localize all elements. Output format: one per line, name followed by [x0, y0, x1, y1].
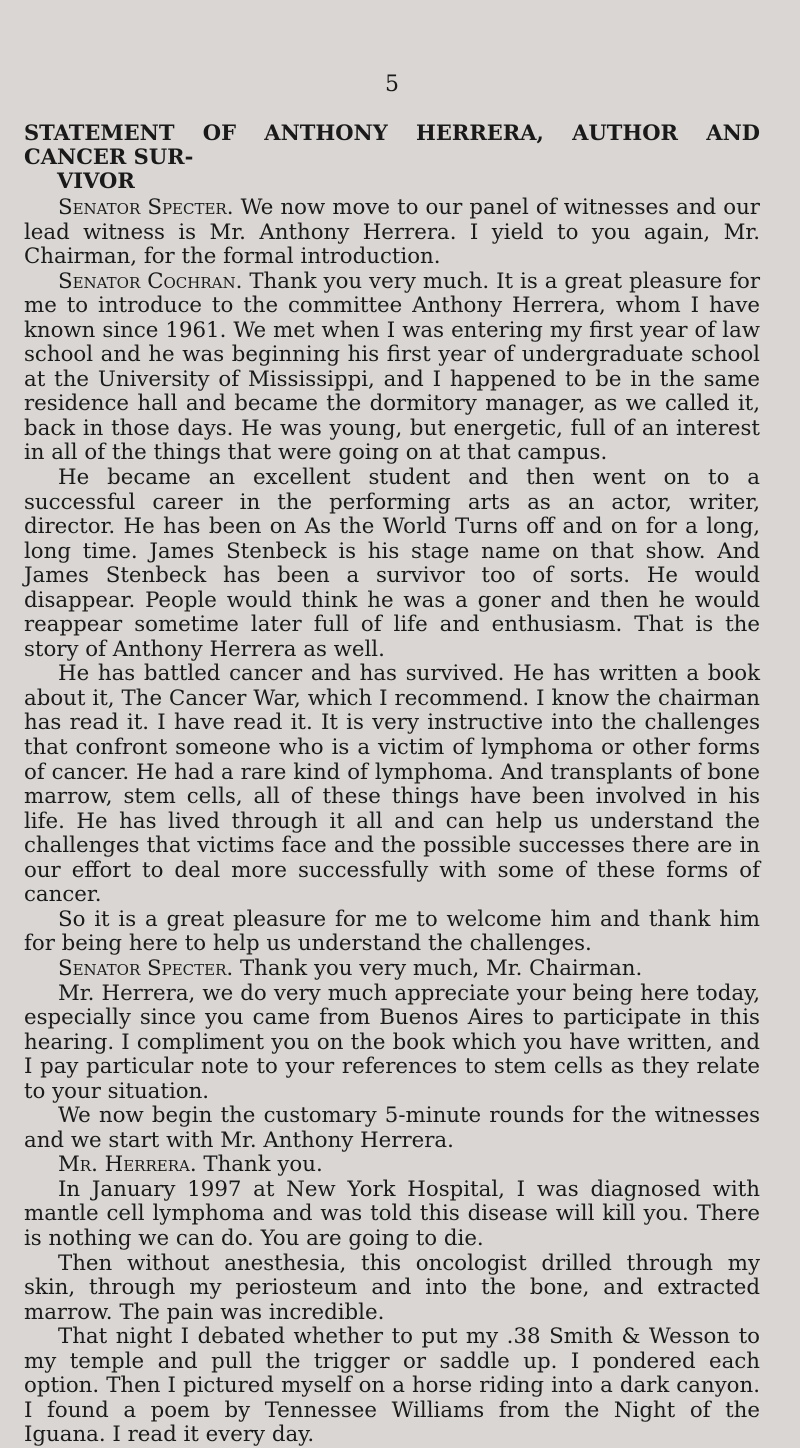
paragraph-text: So it is a great pleasure for me to welcome him and thank him for being here to help us understand the challenges.	[24, 906, 760, 957]
paragraph-text: Thank you.	[196, 1152, 323, 1178]
paragraph-text: That night I debated whether to put my .38 Smith & Wesson to my temple and pull the trigger or saddle up. I pondered each option. Then I pictured myself on a horse riding into a dark canyon. I found a poem by Tennessee Williams from the Night of the Iguana. I read it every day.	[24, 1324, 760, 1448]
paragraph-text: He has battled cancer and has survived. He has written a book about it, The Cancer War, which I recommend. I know the chairman has read it. I have read it. It is very instructive into the challenges that confront someone who is a victim of lymphoma or other forms of cancer. He had a rare kind of lymphoma. And transplants of bone marrow, stem cells, all of these things have been involved in his life. He has lived through it all and can help us understand the challenges that victims face and the possible successes there are in our effort to deal more successfully with some of these forms of cancer.	[24, 661, 760, 908]
paragraph-text: Then without anesthesia, this oncologist drilled through my skin, through my periosteum and into the bone, and extracted marrow. The pain was incredible.	[24, 1250, 760, 1325]
paragraph-text: Mr. Herrera, we do very much appreciate your being here today, especially since you came from Buenos Aires to participate in this hearing. I compliment you on the book which you have written, and I pay particular note to your references to stem cells as they relate to your situation.	[24, 980, 760, 1104]
paragraph	[24, 982, 760, 1105]
paragraph	[24, 662, 760, 907]
speaker-name: Mr. Herrera.	[58, 1152, 197, 1178]
speaker-name: Senator Specter.	[58, 195, 234, 220]
testimony-body	[24, 196, 760, 1448]
paragraph-text: In January 1997 at New York Hospital, I was diagnosed with mantle cell lymphoma and was told this disease will kill you. There is nothing we can do. You are going to die.	[24, 1176, 760, 1251]
paragraph	[24, 908, 760, 957]
paragraph	[24, 1252, 760, 1326]
page-number: 5	[385, 72, 399, 97]
paragraph	[24, 196, 760, 270]
paragraph-text: He became an excellent student and then went on to a successful career in the performing arts as an actor, writer, director. He has been on As the World Turns off and on for a long, long time. James Stenbeck is his stage name on that show. And James Stenbeck has been a survivor too of sorts. He would disappear. People would think he was a goner and then he would reappear sometime later full of life and enthusiasm. That is the story of Anthony Herrera as well.	[24, 465, 760, 662]
paragraph	[24, 466, 760, 662]
paragraph	[24, 270, 760, 466]
speaker-name: Senator Specter.	[58, 955, 234, 981]
paragraph	[24, 957, 760, 982]
section-heading	[24, 121, 760, 193]
heading-line-2: VIVOR	[57, 168, 135, 193]
heading-line-1: STATEMENT OF ANTHONY HERRERA, AUTHOR AND CANCER SUR-	[24, 120, 760, 169]
paragraph-text: We now begin the customary 5-minute rounds for the witnesses and we start with Mr. Anthony Herrera.	[24, 1103, 760, 1153]
paragraph-text: Thank you very much. It is a great pleasure for me to introduce to the committee Anthony Herrera, whom I have known since 1961. We met when I was entering my first year of law school and he was beginning his first year of undergraduate school at the University of Mississippi, and I happened to be in the same residence hall and became the dormitory manager, as we called it, back in those days. He was young, but energetic, full of an interest in all of the things that were going on at that campus.	[24, 268, 760, 466]
paragraph	[24, 1178, 760, 1252]
paragraph	[24, 1104, 760, 1153]
paragraph-text: We now move to our panel of witnesses and our lead witness is Mr. Anthony Herrera. I yield to you again, Mr. Chairman, for the formal introduction.	[24, 195, 760, 270]
paragraph-text: Thank you very much, Mr. Chairman.	[233, 955, 643, 981]
speaker-name: Senator Cochran.	[58, 268, 243, 294]
paragraph	[24, 1325, 760, 1448]
paragraph	[24, 1153, 760, 1178]
